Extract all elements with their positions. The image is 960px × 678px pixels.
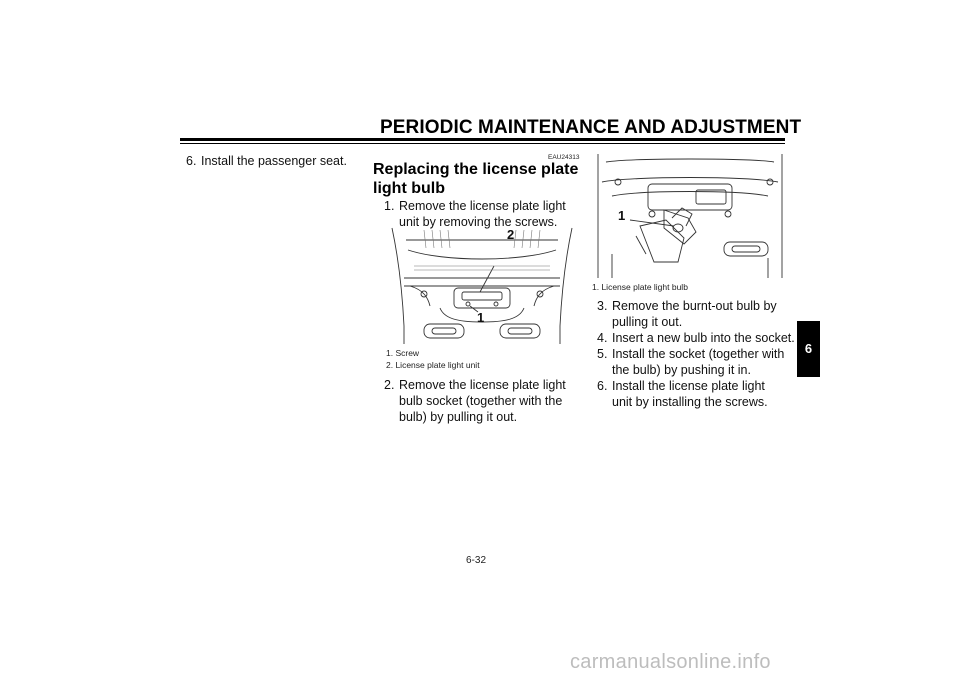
figure-caption-unit: 2. License plate light unit [386,360,480,370]
callout-1: 1 [477,310,485,325]
step-text: Remove the license plate light bulb socket (together with the bulb) by pulling it out. [399,378,566,424]
step-text: Remove the burnt-out bulb by pulling it out. [612,299,777,329]
step-number: 4. [597,331,608,345]
step-remove-socket [384,377,580,427]
page-number: 6-32 [466,555,487,566]
step-text: Insert a new bulb into the socket. [612,331,795,345]
figure-license-plate-unit [384,226,580,344]
figure-caption-bulb: 1. License plate light bulb [592,282,688,292]
chapter-tab-label: 6 [804,341,813,356]
step-number: 2. [384,378,395,392]
step-text: Install the license plate light unit by installing the screws. [612,379,768,409]
watermark: carmanualsonline.info [570,651,771,673]
header-rule-thin [180,143,785,144]
step-number: 6. [597,379,608,393]
step-install-unit [597,378,787,412]
step-text: Install the passenger seat. [201,154,347,168]
step-number: 6. [186,154,197,168]
step-text: Remove the license plate light unit by removing the screws. [399,199,566,229]
step-number: 1. [384,199,395,213]
callout-1: 1 [618,208,626,223]
chapter-tab[interactable] [797,321,820,377]
section-code: EAU24313 [548,154,580,161]
figure-caption-screw: 1. Screw [386,348,420,358]
step-remove-bulb [597,298,787,332]
header-rule [180,138,785,141]
page-header-title: PERIODIC MAINTENANCE AND ADJUSTMENT [380,117,802,138]
step-install-socket [597,346,787,380]
step-number: 3. [597,299,608,313]
section-title: Replacing the license plate light bulb [373,161,579,197]
figure-license-plate-bulb [592,154,788,278]
step-text: Install the socket (together with the bulb) by pushing it in. [612,347,785,377]
step-install-seat [186,153,366,171]
step-number: 5. [597,347,608,361]
callout-2: 2 [507,227,515,242]
